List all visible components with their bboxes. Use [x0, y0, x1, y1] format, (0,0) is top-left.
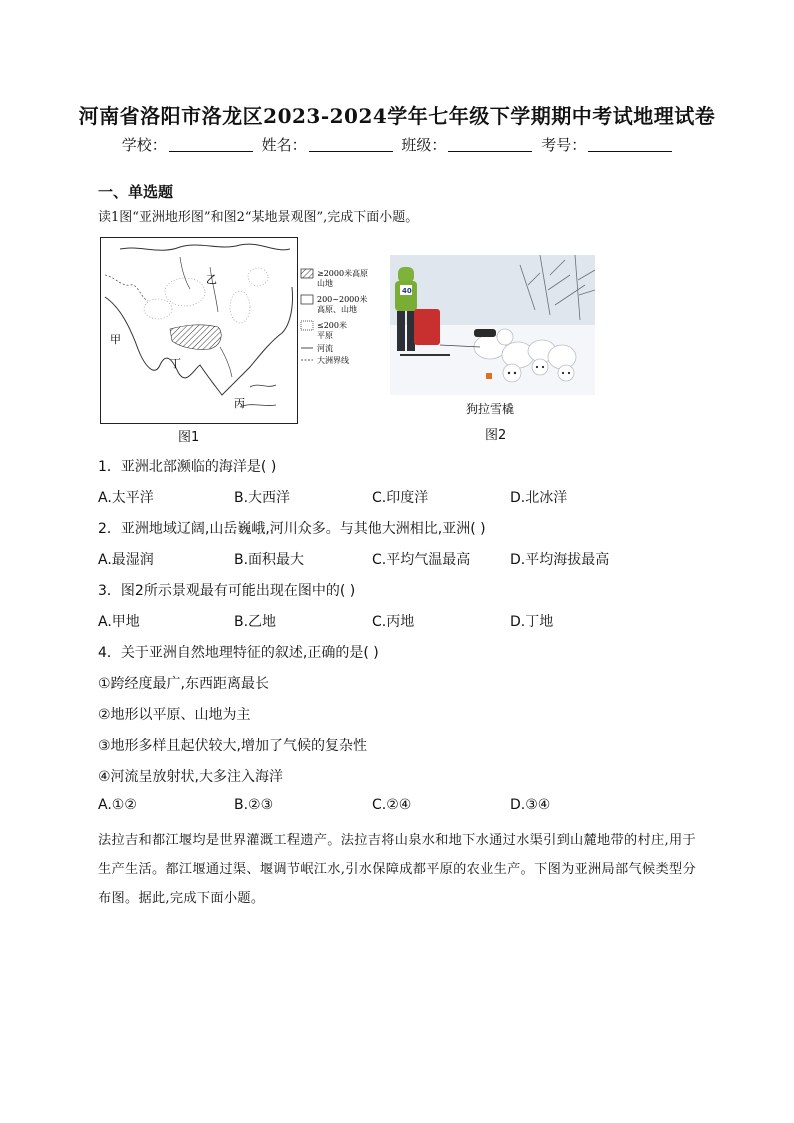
intro-text: 读1图“亚洲地形图”和图2“某地景观图”,完成下面小题。	[98, 210, 419, 225]
q2-option-b[interactable]: B.面积最大	[234, 552, 305, 568]
figure2-title: 狗拉雪橇	[466, 402, 515, 416]
q1-option-d[interactable]: D.北冰洋	[510, 490, 568, 506]
q4-option-b[interactable]: B.②③	[234, 797, 274, 813]
name-label: 姓名：	[261, 136, 307, 154]
q4-option-a[interactable]: A.①②	[98, 797, 137, 813]
q4-option-d[interactable]: D.③④	[510, 797, 551, 813]
q3-option-c[interactable]: C.丙地	[372, 614, 415, 630]
plain-region	[144, 299, 172, 319]
legend-text: 200~2000米	[317, 295, 368, 304]
q1-option-a[interactable]: A.太平洋	[98, 490, 154, 506]
section-heading: 一、单选题	[98, 183, 174, 201]
q2-option-c[interactable]: C.平均气温最高	[372, 552, 471, 568]
number-field[interactable]	[541, 134, 672, 155]
figure2-caption: 图2	[485, 428, 507, 443]
class-field[interactable]	[401, 134, 532, 155]
legend-text: 河流	[317, 344, 333, 353]
question-2-stem: 2．亚洲地域辽阔,山岳巍峨,河川众多。与其他大洲相比,亚洲( )	[98, 521, 486, 537]
musher-head	[398, 267, 414, 283]
asia-terrain-map	[100, 237, 378, 424]
legend-swatch-low	[301, 321, 313, 330]
q4-statement-4: ④河流呈放射状,大多注入海洋	[98, 769, 284, 785]
name-field[interactable]	[262, 134, 393, 155]
q4-statement-3: ③地形多样且起伏较大,增加了气候的复杂性	[98, 738, 367, 754]
exam-title: 河南省洛阳市洛龙区2023-2024学年七年级下学期期中考试地理试卷	[78, 104, 716, 128]
passage-paragraph: 法拉吉和都江堰均是世界灌溉工程遗产。法拉吉将山泉水和地下水通过水渠引到山麓地带的村庄,用于生产生活。都江堰通过渠、堰调节岷江水,引水保障成都平原的农业生产。下图为亚洲局部气候类型分布图。据此,完成下面小题。	[98, 833, 696, 906]
plain-region	[248, 268, 268, 286]
figure1-caption: 图1	[178, 430, 200, 445]
q4-statement-1: ①跨经度最广,东西距离最长	[98, 676, 270, 692]
number-label: 考号：	[541, 136, 587, 154]
question-3-stem: 3．图2所示景观最有可能出现在图中的( )	[98, 583, 356, 599]
name-blank[interactable]	[309, 137, 393, 152]
school-blank[interactable]	[169, 137, 253, 152]
q2-option-a[interactable]: A.最湿润	[98, 552, 154, 568]
legend-text: 大洲界线	[317, 356, 349, 365]
plain-region	[230, 291, 250, 323]
sled-bag	[414, 309, 440, 345]
question-4-stem: 4．关于亚洲自然地理特征的叙述,正确的是( )	[98, 645, 379, 661]
q2-option-d[interactable]: D.平均海拔最高	[510, 552, 610, 568]
dog-bootie	[486, 373, 492, 379]
dog-sled-photo	[390, 255, 595, 395]
q4-statement-2: ②地形以平原、山地为主	[98, 707, 251, 723]
student-info-row	[0, 134, 794, 155]
musher-leg	[397, 311, 405, 351]
question-1-stem: 1．亚洲北部濒临的海洋是( )	[98, 459, 277, 475]
q3-option-d[interactable]: D.丁地	[510, 614, 554, 630]
map-label-bing: 丙	[234, 397, 245, 410]
school-field[interactable]	[122, 134, 253, 155]
class-blank[interactable]	[448, 137, 532, 152]
q3-option-b[interactable]: B.乙地	[234, 614, 277, 630]
q1-option-c[interactable]: C.印度洋	[372, 490, 429, 506]
legend-swatch-mid	[301, 295, 313, 304]
q3-option-a[interactable]: A.甲地	[98, 614, 140, 630]
legend-text: 平原	[317, 331, 333, 340]
q4-option-c[interactable]: C.②④	[372, 797, 412, 813]
legend-text: ≤200米	[317, 321, 347, 330]
legend-text: ≥2000米高原	[317, 269, 369, 278]
map-label-jia: 甲	[110, 333, 121, 346]
plain-region	[165, 278, 205, 306]
bib-number: 40	[402, 287, 412, 295]
number-blank[interactable]	[588, 137, 672, 152]
map-label-ding: 丁	[170, 357, 181, 370]
legend-text: 山地	[317, 279, 333, 288]
school-label: 学校：	[121, 136, 167, 154]
class-label: 班级：	[401, 136, 447, 154]
musher-leg	[407, 311, 415, 351]
q1-option-b[interactable]: B.大西洋	[234, 490, 291, 506]
map-label-yi: 乙	[206, 273, 217, 286]
legend-swatch-high	[301, 269, 313, 278]
legend-text: 高原、山地	[317, 305, 357, 314]
